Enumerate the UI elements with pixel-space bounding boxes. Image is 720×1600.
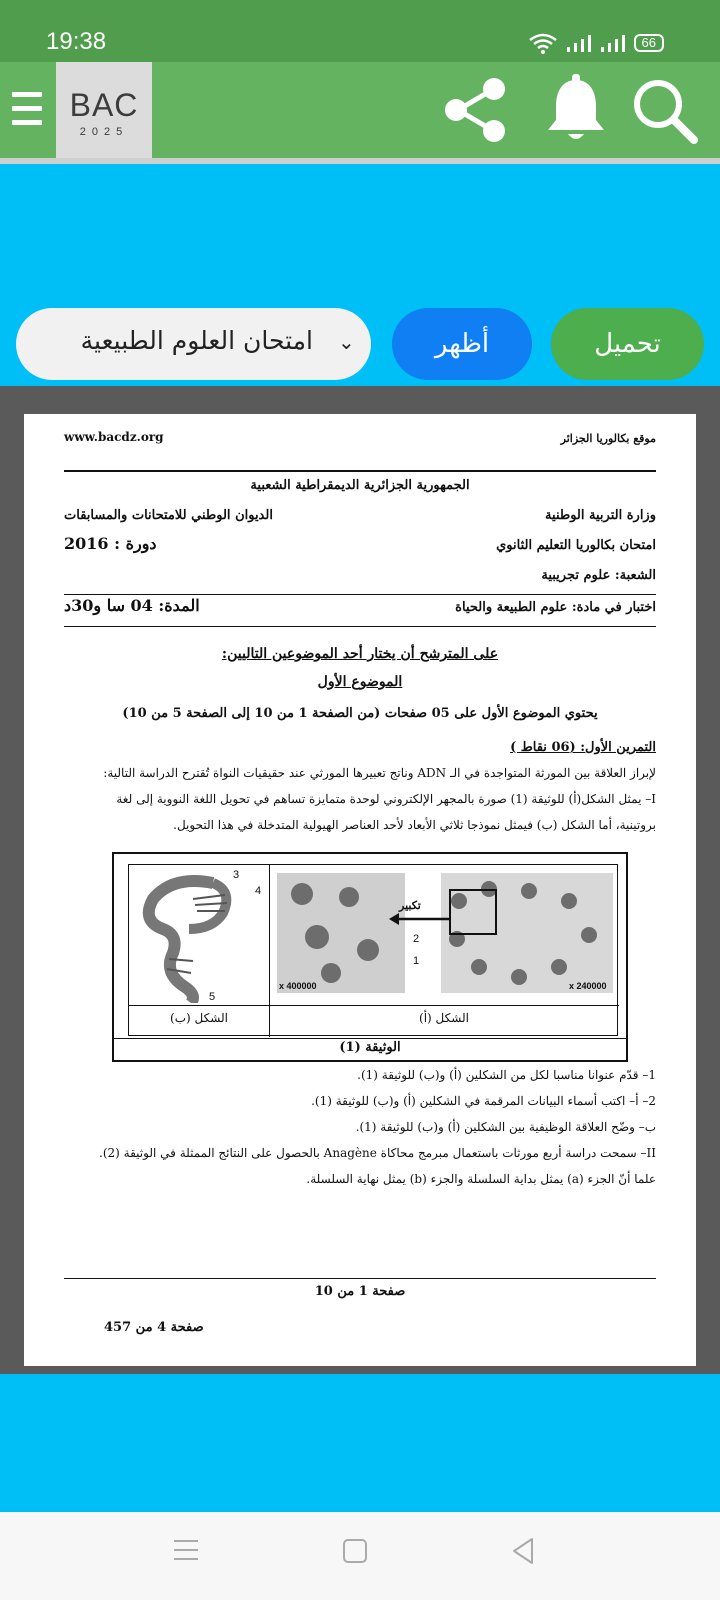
doc-office: الديوان الوطني للامتحانات والمسابقات [64,508,273,523]
micrograph-chromatin [441,873,613,993]
doc-part2-line1: II– سمحت دراسة أربع مورثات باستعمال مبرمج محاكاة Anagène بالحصول على النتائج الممثلة في الوثيقة (2). [99,1146,656,1160]
doc-ministry: وزارة التربية الوطنية [545,508,656,523]
doc-rule [64,594,656,595]
doc-instruction: على المترشح أن يختار أحد الموضوعين التاليين: [221,646,499,662]
doc-q2a: 2– أ– اكتب أسماء البيانات المرقمة في الشكلين (أ) و(ب) للوثيقة (1). [311,1094,656,1108]
doc-footer-rule [64,1278,656,1279]
doc-topic-title: الموضوع الأول [317,674,403,690]
battery-indicator: 66 [634,34,664,52]
trna-model-image [133,869,267,1003]
doc-republic: الجمهورية الجزائرية الديمقراطية الشعبية [250,478,470,493]
bac-logo[interactable] [56,62,152,158]
status-icons [528,32,664,54]
label-3: 3 [233,869,240,881]
share-icon[interactable] [438,72,514,148]
mag-right: x 240000 [569,981,607,991]
doc-part1-line1: I– يمثل الشكل(أ) للوثيقة (1) صورة بالمجهر الإلكتروني لوحدة متمايزة تساهم في تحويل اللغة النووية إلى لغة [116,792,656,806]
doc-exam: امتحان بكالوريا التعليم الثانوي [496,538,656,553]
doc-page-footer: صفحة 1 من 10 [314,1284,406,1299]
logo-year: 2025 [79,126,129,138]
label-4: 4 [255,885,262,897]
download-button[interactable]: تحميل [551,308,704,380]
recent-apps-icon[interactable] [172,1536,200,1564]
doc-duration: المدة: 04 سا و30د [64,596,200,615]
back-icon[interactable] [510,1536,536,1566]
search-icon[interactable] [626,72,702,148]
status-bar [0,0,720,62]
show-button[interactable]: أظهر [392,308,532,380]
subject-select-value: امتحان العلوم الطبيعية [80,326,313,355]
doc-exercise-title: التمرين الأول: (06 نقاط ) [510,740,656,755]
pdf-page [24,414,696,1366]
doc-rule [64,626,656,627]
status-time: 19:38 [46,28,107,55]
doc-branch: الشعبة: علوم تجريبية [541,568,656,583]
doc-site-left: www.bacdz.org [64,430,164,444]
label-1: 1 [413,955,420,967]
doc-subject: اختبار في مادة: علوم الطبيعة والحياة [455,600,656,615]
logo-title: BAC [69,87,139,123]
chevron-down-icon: ⌄ [338,330,355,354]
document-figure [112,852,628,1062]
figure-caption: الوثيقة (1) [339,1040,401,1055]
viewer-page-indicator: صفحة 4 من 457 [104,1320,204,1335]
doc-intro: لإبراز العلاقة بين المورثة المتواجدة في الـ ADN وناتج تعبيرها المورثي عند حقيقيات النواة تُقترح الدراسة التالية: [103,766,656,780]
figure-frame [128,864,618,1036]
doc-part1-line2: بروتينية، أما الشكل (ب) فيمثل نموذجا ثلاثي الأبعاد لأحد العناصر الهيولية المتدخلة في هذا التحويل. [173,818,656,832]
zoom-arrow-icon [389,913,453,925]
pdf-viewer[interactable] [0,386,720,1374]
doc-part2-line2: علما أنّ الجزء (a) يمثل بداية السلسلة والجزء (b) يمثل نهاية السلسلة. [306,1172,656,1186]
app-bar [0,62,720,158]
wifi-icon [528,32,558,54]
menu-icon[interactable] [12,92,42,128]
doc-rule [64,470,656,472]
system-nav-bar [0,1512,720,1600]
zoom-label: تكبير [399,899,421,912]
doc-site-right: موقع بكالوريا الجزائر [560,432,656,445]
doc-q2b: ب– وضّح العلاقة الوظيفية بين الشكلين (أ) و(ب) للوثيقة (1). [355,1120,656,1134]
label-2: 2 [413,933,420,945]
ad-banner-bottom [0,1374,720,1512]
bell-icon[interactable] [538,72,614,148]
subject-select[interactable] [16,308,371,380]
doc-topic-pages: يحتوي الموضوع الأول على 05 صفحات (من الصفحة 1 من 10 إلى الصفحة 5 من 10) [122,706,598,721]
doc-session: دورة : 2016 [64,534,157,553]
signal-icon [566,33,592,53]
figure-label-a: الشكل (أ) [419,1011,469,1025]
mag-left: x 400000 [279,981,317,991]
doc-q1: 1– قدّم عنوانا مناسبا لكل من الشكلين (أ) و(ب) للوثيقة (1). [357,1068,656,1082]
label-5: 5 [209,991,216,1003]
micrograph-polysome [277,873,405,993]
signal-icon-2 [600,33,626,53]
home-icon[interactable] [342,1538,368,1564]
figure-label-b: الشكل (ب) [170,1011,228,1025]
